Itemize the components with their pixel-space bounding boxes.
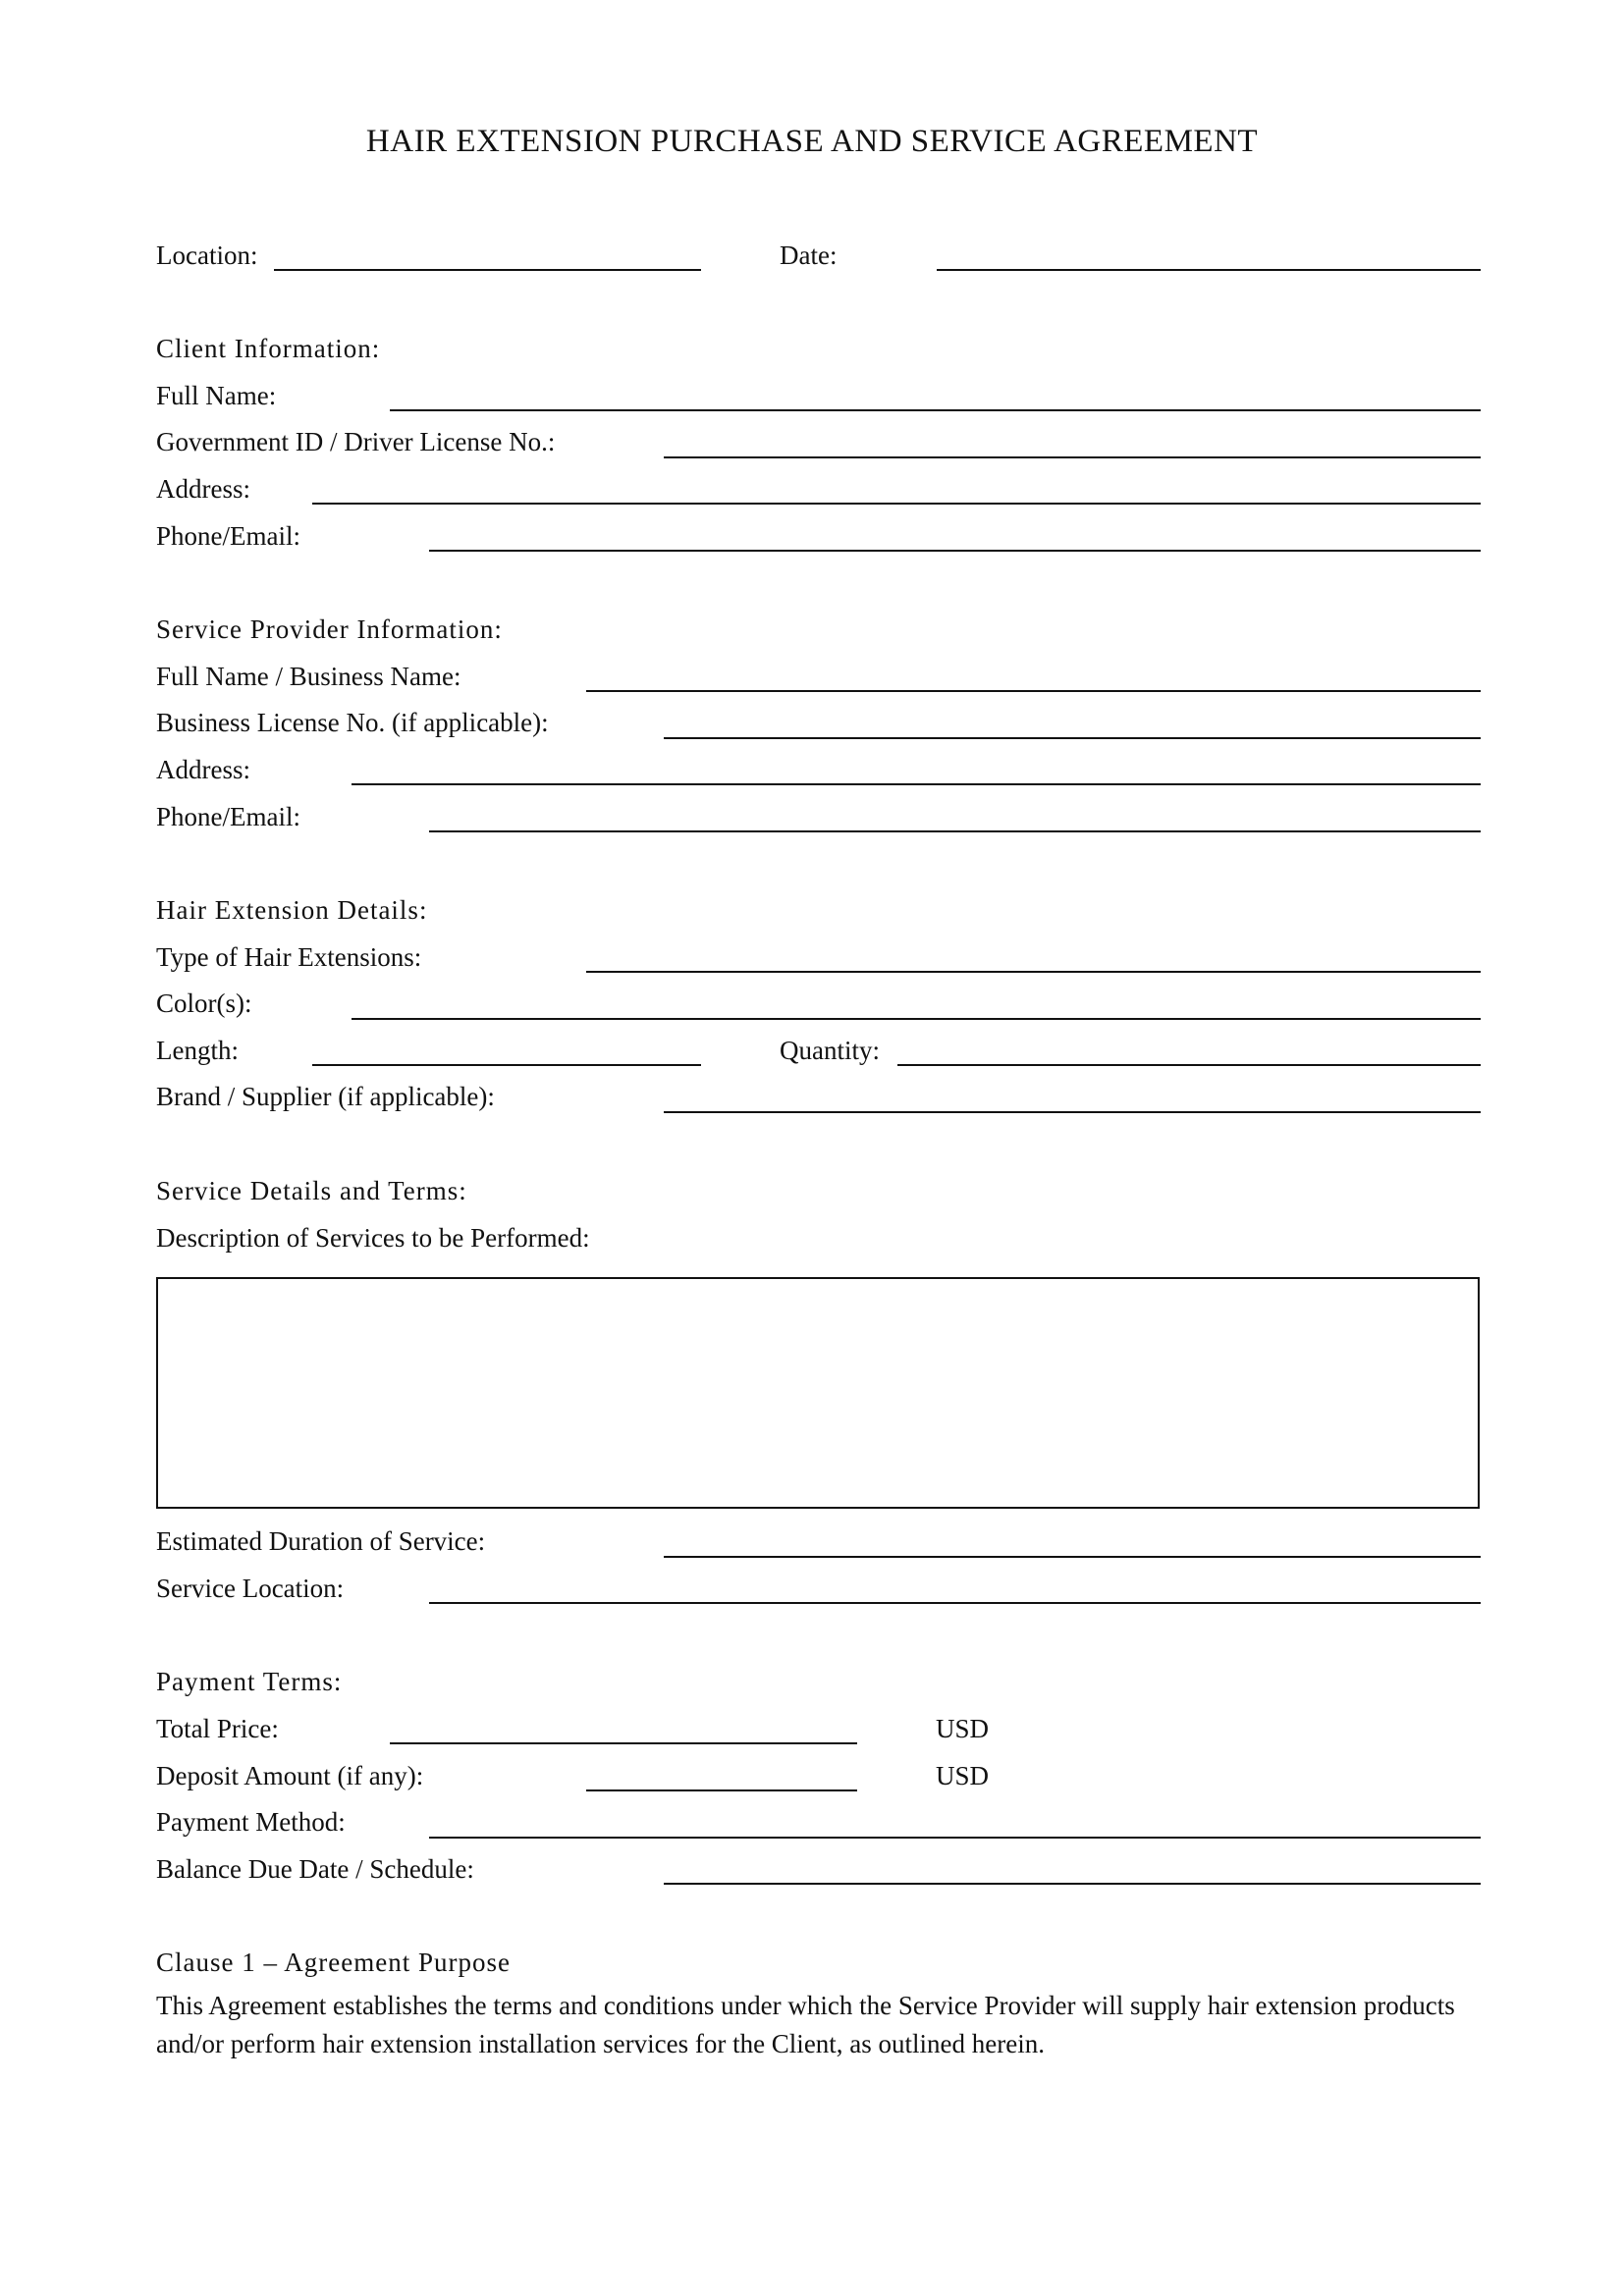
client-address-label: Address: [156, 474, 250, 504]
payment-total-field[interactable] [390, 1742, 857, 1744]
hair-length-field[interactable] [312, 1064, 701, 1066]
hair-brand-label: Brand / Supplier (if applicable): [156, 1082, 495, 1111]
hair-type-field[interactable] [586, 971, 1481, 973]
provider-name-label: Full Name / Business Name: [156, 662, 461, 691]
hair-section-heading: Hair Extension Details: [156, 895, 428, 925]
hair-type-label: Type of Hair Extensions: [156, 942, 422, 972]
client-address-field[interactable] [312, 503, 1481, 505]
hair-color-label: Color(s): [156, 988, 252, 1018]
payment-method-field[interactable] [429, 1837, 1481, 1839]
payment-balance-field[interactable] [664, 1883, 1481, 1885]
location-field[interactable] [274, 269, 701, 271]
payment-balance-label: Balance Due Date / Schedule: [156, 1854, 474, 1884]
provider-phone-field[interactable] [429, 830, 1481, 832]
service-location-field[interactable] [429, 1602, 1481, 1604]
client-phone-label: Phone/Email: [156, 521, 300, 551]
clause1-text: This Agreement establishes the terms and conditions under which the Service Provider will supply hair extension products and/or perform hair extension installation services for the Client, as outlined herein. [156, 1991, 1455, 2058]
client-full-name-field[interactable] [390, 409, 1481, 411]
hair-quantity-label: Quantity: [780, 1036, 880, 1065]
document-title: HAIR EXTENSION PURCHASE AND SERVICE AGREEMENT [365, 124, 1259, 159]
payment-total-label: Total Price: [156, 1714, 279, 1743]
service-location-label: Service Location: [156, 1574, 345, 1603]
payment-deposit-field[interactable] [586, 1789, 857, 1791]
hair-brand-field[interactable] [664, 1111, 1481, 1113]
provider-address-label: Address: [156, 755, 250, 784]
client-section-heading: Client Information: [156, 334, 381, 363]
payment-total-currency: USD [936, 1714, 990, 1743]
payment-section-heading: Payment Terms: [156, 1667, 343, 1696]
location-label: Location: [156, 240, 258, 270]
provider-section-heading: Service Provider Information: [156, 614, 503, 644]
date-field[interactable] [937, 269, 1481, 271]
payment-deposit-currency: USD [936, 1761, 990, 1790]
service-description-label: Description of Services to be Performed: [156, 1223, 590, 1253]
provider-phone-label: Phone/Email: [156, 802, 300, 831]
provider-address-field[interactable] [352, 783, 1481, 785]
provider-name-field[interactable] [586, 690, 1481, 692]
provider-license-label: Business License No. (if applicable): [156, 708, 549, 737]
payment-deposit-label: Deposit Amount (if any): [156, 1761, 424, 1790]
hair-length-label: Length: [156, 1036, 239, 1065]
provider-license-field[interactable] [664, 737, 1481, 739]
payment-method-label: Payment Method: [156, 1807, 346, 1837]
hair-quantity-field[interactable] [897, 1064, 1481, 1066]
service-section-heading: Service Details and Terms: [156, 1176, 467, 1205]
service-duration-field[interactable] [664, 1556, 1481, 1558]
clause1-heading: Clause 1 – Agreement Purpose [156, 1948, 511, 1977]
client-gov-id-label: Government ID / Driver License No.: [156, 427, 556, 456]
date-label: Date: [780, 240, 838, 270]
service-duration-label: Estimated Duration of Service: [156, 1526, 486, 1556]
hair-color-field[interactable] [352, 1018, 1481, 1020]
service-description-box[interactable] [156, 1277, 1480, 1509]
client-full-name-label: Full Name: [156, 381, 277, 410]
client-gov-id-field[interactable] [664, 456, 1481, 458]
client-phone-field[interactable] [429, 550, 1481, 552]
